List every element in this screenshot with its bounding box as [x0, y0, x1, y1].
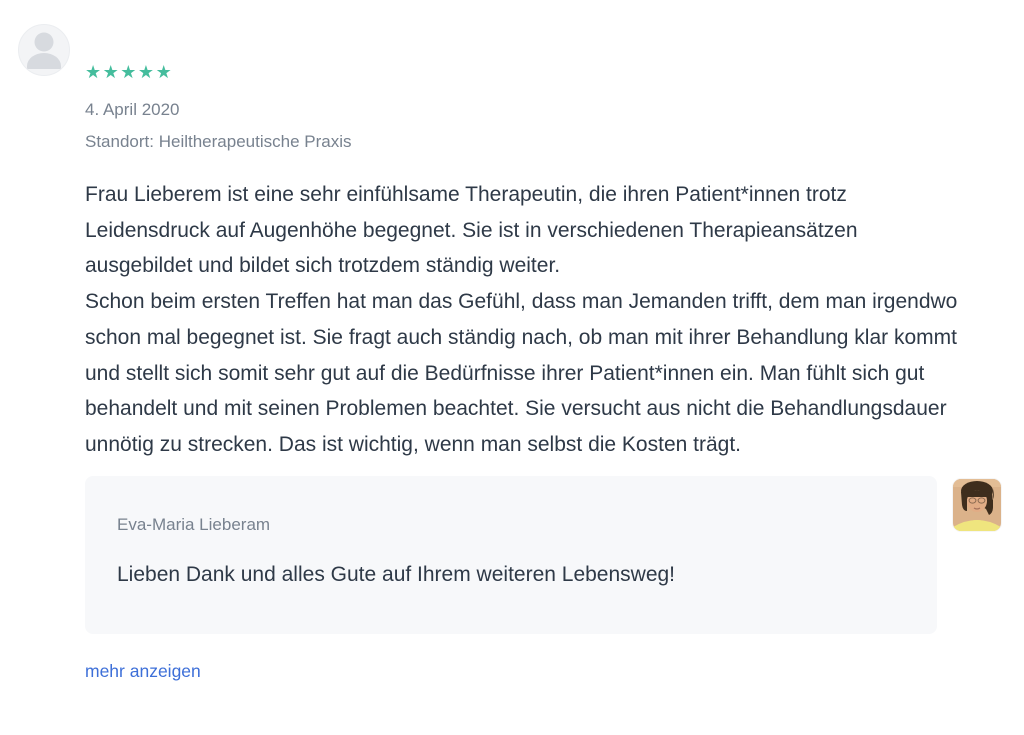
- star-icon: ★: [120, 62, 138, 82]
- review-date: 4. April 2020: [85, 100, 180, 119]
- reply-author: Eva-Maria Lieberam: [117, 514, 271, 534]
- reply-section: [85, 476, 967, 634]
- practitioner-photo[interactable]: [953, 479, 1001, 531]
- star-icon: ★: [137, 62, 156, 82]
- show-more-link[interactable]: mehr anzeigen: [85, 660, 201, 681]
- star-rating: [85, 0, 967, 82]
- star-icon: ★: [85, 62, 103, 82]
- review-paragraph: Schon beim ersten Treffen hat man das Gefühl, dass man Jemanden trifft, dem man irgendwo schon mal begegnet ist. Sie fragt auch ständig nach, ob man mit ihrer Behandlung klar kommt und stellt sich somit sehr gut auf die Bedürfnisse ihrer Patient*innen ein. Man fühlt sich gut behandelt und mit seinen Problemen beachtet. Sie versucht aus nicht die Behandlungsdauer unnötig zu strecken. Das ist wichtig, wenn man selbst die Kosten trägt.: [85, 290, 958, 456]
- reply-box: [85, 476, 937, 634]
- star-icon: ★: [155, 62, 174, 82]
- review-content: [85, 0, 967, 682]
- reviewer-avatar: [18, 24, 70, 76]
- review-location: Standort: Heiltherapeutische Praxis: [85, 132, 352, 151]
- review-paragraph: Frau Lieberem ist eine sehr einfühlsame Therapeutin, die ihren Patient*innen trotz Leidensdruck auf Augenhöhe begegnet. Sie ist in verschiedenen Therapieansätzen ausgebildet und bildet sich trotzdem ständig weiter.: [85, 183, 858, 278]
- reply-text: Lieben Dank und alles Gute auf Ihrem weiteren Lebensweg!: [117, 562, 676, 586]
- star-icon: ★: [102, 62, 121, 82]
- review-text: [85, 177, 967, 463]
- person-icon: [18, 24, 70, 76]
